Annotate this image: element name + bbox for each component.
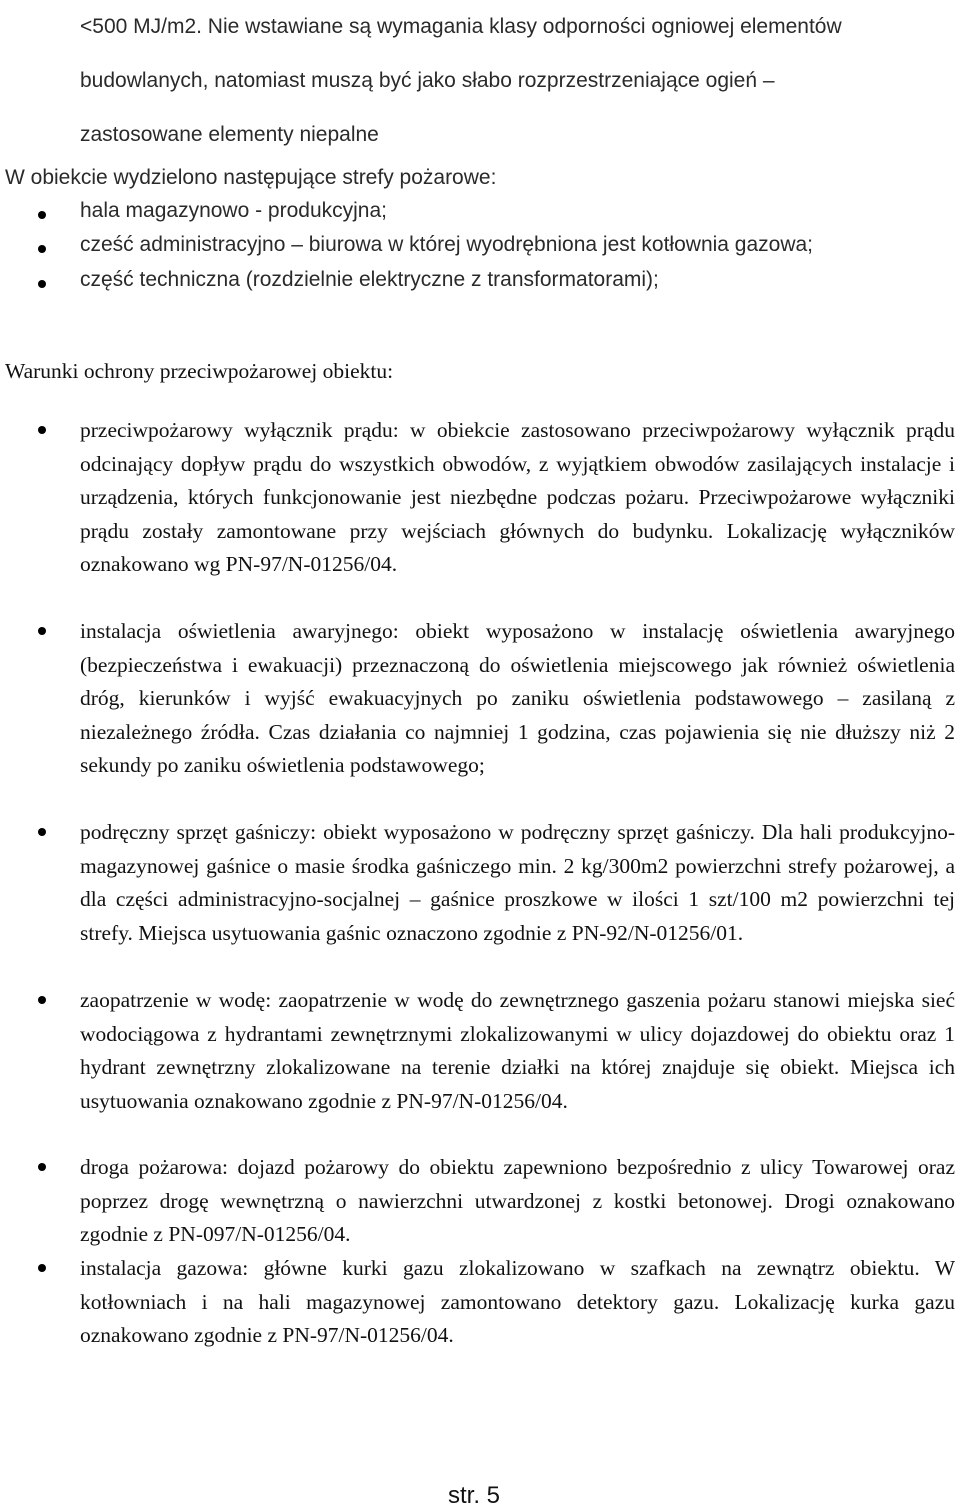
bullet-icon: [38, 211, 46, 219]
intro-line: budowlanych, natomiast muszą być jako słabo rozprzestrzeniające ogień –: [80, 69, 775, 92]
protection-measure-item: droga pożarowa: dojazd pożarowy do obiektu zapewniono bezpośrednio z ulicy Towarowej oraz poprzez drogę wewnętrzną o nawierzchni utwardzonej z kostki betonowej. Drogi oznakowano zgodnie z PN-097/N-01256/04.: [80, 1155, 955, 1246]
bullet-icon: [38, 1163, 46, 1171]
bullet-icon: [38, 996, 46, 1004]
bullet-icon: [38, 627, 46, 635]
protection-measure-item: przeciwpożarowy wyłącznik prądu: w obiekcie zastosowano przeciwpożarowy wyłącznik prądu odcinający dopływ prądu do wszystkich obwodów, z wyjątkiem obwodów zasilających instalacje i urządzenia, których funkcjonowanie jest niezbędne podczas pożaru. Przeciwpożarowe wyłączniki prądu zostały zamontowane przy wejściach głównych do budynku. Lokalizację wyłączników oznakowano wg PN-97/N-01256/04.: [80, 418, 955, 576]
intro-line: zastosowane elementy niepalne: [80, 123, 379, 146]
protection-measure-item: zaopatrzenie w wodę: zaopatrzenie w wodę do zewnętrznego gaszenia pożaru stanowi miejska sieć wodociągowa z hydrantami zewnętrznymi zlokalizowanymi w ulicy dojazdowej do obiektu oraz 1 hydrant zewnętrzny zlokalizowane na terenie działki na której znajduje się obiekt. Miejsca ich usytuowania oznakowano zgodnie z PN-97/N-01256/04.: [80, 988, 955, 1113]
protection-measure-item: podręczny sprzęt gaśniczy: obiekt wyposażono w podręczny sprzęt gaśniczy. Dla hali produkcyjno-magazynowej gaśnice o masie środka gaśniczego min. 2 kg/300m2 powierzchni strefy pożarowej, a dla części administracyjno-socjalnej – gaśnice proszkowe w ilości 1 szt/100 m2 powierzchni tej strefy. Miejsca usytuowania gaśnic oznaczono zgodnie z PN-92/N-01256/01.: [80, 820, 955, 945]
fire-zones-heading: W obiekcie wydzielono następujące strefy pożarowe:: [5, 166, 497, 189]
bullet-icon: [38, 280, 46, 288]
intro-paragraph: [80, 0, 940, 162]
intro-line: <500 MJ/m2. Nie wstawiane są wymagania klasy odporności ogniowej elementów: [80, 15, 842, 38]
protection-measure-item: instalacja gazowa: główne kurki gazu zlokalizowano w szafkach na zewnątrz obiektu. W kotłowniach i na hali magazynowej zamontowano detektory gazu. Lokalizację kurka gazu oznakowano zgodnie z PN-97/N-01256/04.: [80, 1256, 955, 1347]
fire-zone-item: cześć administracyjno – biurowa w której wyodrębniona jest kotłownia gazowa;: [80, 233, 814, 256]
protection-measure-item: instalacja oświetlenia awaryjnego: obiekt wyposażono w instalację oświetlenia awaryjnego (bezpieczeństwa i ewakuacji) przeznaczoną do oświetlenia miejscowego jak również oświetlenia dróg, kierunków i wyjść ewakuacyjnych po zaniku oświetlenia podstawowego – zasilaną z niezależnego źródła. Czas działania co najmniej 1 godzina, czas pojawienia się nie dłuższy niż 2 sekundy po zaniku oświetlenia podstawowego;: [80, 619, 955, 777]
fire-zone-item: część techniczna (rozdzielnie elektryczne z transformatorami);: [80, 268, 659, 291]
page-number: str. 5: [448, 1482, 501, 1509]
protection-section-title: Warunki ochrony przeciwpożarowej obiektu:: [5, 359, 394, 383]
bullet-icon: [38, 245, 46, 253]
fire-zone-item: hala magazynowo - produkcyjna;: [80, 199, 388, 222]
bullet-icon: [38, 426, 46, 434]
bullet-icon: [38, 1264, 46, 1272]
bullet-icon: [38, 828, 46, 836]
